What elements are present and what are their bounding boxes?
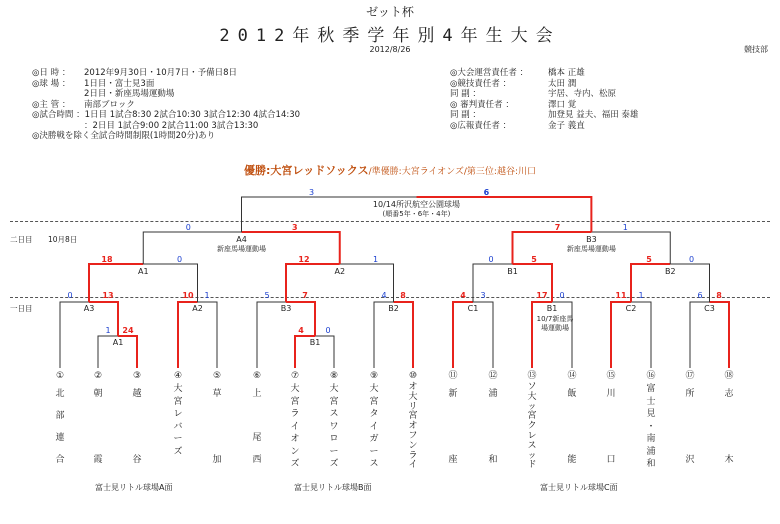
team-name-char: 大 — [369, 384, 379, 394]
team-name-char: 宮 — [290, 396, 300, 407]
info-key: ◎主 管 ： — [32, 99, 71, 110]
game-label: B2 — [388, 304, 399, 313]
game-label: C3 — [704, 304, 715, 313]
team-name-char: 浦 — [488, 389, 498, 399]
info-value: 澤口 覚 — [548, 99, 577, 110]
score: 10 — [182, 291, 194, 300]
team-name-char: 能 — [567, 455, 577, 465]
team-8 — [327, 370, 341, 471]
team-name-char: 西 — [252, 455, 262, 465]
team-number: ⑮ — [606, 371, 616, 381]
team-name-char — [486, 427, 500, 449]
bracket-line — [286, 264, 340, 302]
team-3 — [130, 370, 144, 471]
issue-date: 2012/8/26 — [369, 45, 411, 54]
team-name-char: ド — [527, 460, 537, 471]
team-number: ② — [93, 371, 103, 381]
info-key: 同 副 ： — [450, 110, 481, 120]
score: 3 — [480, 291, 486, 300]
team-number: ⑨ — [369, 371, 379, 381]
team-name-char: ス — [527, 440, 537, 451]
team-name-char: 部 — [55, 411, 65, 421]
score: 6 — [483, 188, 490, 197]
info-value: 加登見 益夫、福田 泰雄 — [548, 110, 639, 120]
team-name-char: バ — [173, 421, 183, 432]
score: 3 — [291, 223, 298, 232]
team-name-char: 川 — [606, 389, 616, 399]
game-label: B1 — [507, 267, 518, 276]
runner-up: /準優勝:大宮ライオンズ/第三位:越谷:川口 — [368, 167, 536, 177]
team-2 — [91, 370, 105, 471]
page-title: 2012年秋季学年別4年生大会 — [219, 26, 561, 46]
info-key: 同 副 ： — [450, 89, 481, 99]
team-name-char — [130, 405, 144, 427]
team-name-char: 座 — [448, 455, 458, 465]
team-name-char: ガ — [369, 434, 379, 444]
info-value: 太田 潤 — [548, 78, 577, 89]
team-name-char: ッ — [527, 450, 537, 461]
game-label: B1 — [546, 304, 558, 313]
team-name-char — [446, 405, 460, 427]
team-name-char — [130, 427, 144, 449]
score: 0 — [559, 291, 565, 300]
game-venue: 新座馬場運動場 — [566, 245, 616, 253]
bracket-line — [670, 264, 709, 302]
score: 7 — [554, 223, 561, 232]
team-name-char: 大 — [527, 391, 537, 402]
team-number: ⑫ — [488, 371, 498, 381]
score: 4 — [298, 326, 304, 335]
team-11 — [446, 370, 460, 471]
team-name-char: ー — [173, 434, 183, 444]
team-12 — [486, 370, 500, 471]
team-number: ① — [55, 371, 65, 381]
team-name-char: 大 — [290, 384, 300, 394]
info-key: ◎競技責任者 ： — [450, 78, 512, 89]
team-number: ⑧ — [329, 371, 339, 381]
game-label: A4 — [236, 235, 247, 244]
department: 競技部 — [744, 45, 768, 54]
team-name-char: レ — [527, 430, 537, 441]
team-9 — [367, 370, 381, 471]
game-label: A1 — [112, 338, 124, 347]
team-number: ⑰ — [685, 371, 695, 381]
team-name-char: 和 — [646, 459, 656, 469]
info-key: ◎日 時 ： — [32, 68, 71, 78]
team-name-char: ズ — [290, 459, 300, 469]
score: 24 — [122, 326, 134, 335]
team-name-char: レ — [173, 409, 183, 419]
team-name-char: ズ — [173, 446, 183, 457]
info-key: ◎広報責任者 ： — [450, 120, 512, 131]
info-key: ◎ 審判責任者 ： — [450, 99, 514, 110]
team-name-char: 加 — [212, 455, 222, 465]
team-name-char: ロ — [329, 434, 339, 444]
team-name-char: イ — [408, 460, 418, 471]
team-name-char — [683, 405, 697, 427]
score: 18 — [101, 255, 113, 264]
game-label: B1 — [309, 338, 321, 347]
score: 8 — [716, 291, 722, 300]
team-name-char: オ — [408, 382, 418, 392]
tier-day2: 二日目 — [10, 235, 33, 244]
team-name-char — [486, 405, 500, 427]
final-note: (順番5年・6年・4年) — [382, 210, 451, 218]
final-venue: 10/14所沢航空公園球場 — [372, 200, 460, 209]
team-name-char: 宮 — [408, 411, 418, 422]
info-value: 南部ブロック — [84, 99, 135, 110]
team-13 — [525, 370, 539, 471]
team-name-char: 合 — [55, 455, 65, 465]
team-name-char: 和 — [488, 455, 498, 465]
team-name-char: 宮 — [527, 411, 537, 422]
info-value: 2012年9月30日・10月7日・予備日8日 — [84, 68, 237, 78]
score: 8 — [400, 291, 406, 300]
score: 0 — [67, 291, 73, 300]
team-name-char: ー — [329, 446, 339, 457]
game-label: B2 — [664, 267, 676, 276]
team-number: ⑬ — [527, 371, 537, 381]
team-name-char: 上 — [252, 389, 262, 399]
team-name-char — [604, 405, 618, 427]
team-name-char — [91, 427, 105, 449]
score: 0 — [176, 255, 183, 264]
team-number: ⑥ — [252, 371, 262, 381]
team-4 — [171, 370, 185, 458]
team-name-char — [250, 405, 264, 427]
team-name-char: ク — [527, 421, 537, 432]
team-name-char: 尾 — [252, 433, 262, 443]
tier-day1: 一日目 — [10, 304, 33, 313]
team-name-char: ソ — [527, 382, 537, 392]
score: 13 — [102, 291, 114, 300]
score: 1 — [105, 326, 111, 335]
info-value: 宇居、寺内、松原 — [548, 89, 617, 99]
game-label: A3 — [83, 304, 95, 313]
game-label: A2 — [334, 267, 346, 276]
venue-c: 富士見リトル球場C面 — [540, 483, 618, 492]
score: 0 — [185, 223, 191, 232]
team-name-char — [446, 427, 460, 449]
team-number: ⑭ — [567, 371, 577, 381]
team-name-char: 大 — [329, 384, 339, 394]
score: 7 — [302, 291, 308, 300]
game-label: B3 — [280, 304, 292, 313]
score: 4 — [460, 291, 466, 300]
team-name-char: 飯 — [567, 389, 577, 399]
team-name-char: ワ — [329, 421, 339, 432]
team-name-char: オ — [290, 434, 300, 444]
team-number: ⑪ — [448, 371, 458, 381]
team-18 — [722, 370, 736, 471]
team-6 — [250, 370, 264, 471]
game-label: A2 — [192, 304, 203, 313]
score: 0 — [325, 326, 331, 335]
team-name-char: 宮 — [173, 396, 183, 407]
team-name-char: イ — [369, 421, 379, 432]
team-15 — [604, 370, 618, 471]
bracket-line — [89, 264, 143, 302]
team-number: ⑦ — [290, 371, 300, 381]
score: 1 — [638, 291, 644, 300]
team-number: ⑩ — [408, 371, 418, 381]
team-name-char: ス — [369, 459, 379, 469]
team-name-char: ッ — [527, 401, 537, 412]
game-label: B3 — [586, 235, 597, 244]
info-value: ：2日目 1試合9:00 2試合11:00 3試合13:30 — [84, 120, 259, 131]
team-14 — [565, 370, 579, 471]
team-name-char: 沢 — [685, 455, 695, 465]
score: 0 — [488, 255, 494, 264]
game-label: A1 — [137, 267, 149, 276]
team-name-char: フ — [408, 430, 418, 441]
team-name-char: ン — [408, 440, 418, 451]
team-number: ⑱ — [724, 371, 734, 381]
team-name-char: 谷 — [132, 455, 142, 465]
team-name-char: 所 — [685, 389, 695, 399]
team-name-char: 富 — [646, 384, 656, 394]
info-value: 金子 義直 — [548, 120, 585, 131]
team-name-char: 朝 — [93, 389, 103, 399]
team-name-char: リ — [408, 401, 418, 412]
team-name-char: 宮 — [329, 396, 339, 407]
team-name-char: 南 — [646, 434, 656, 444]
team-5 — [210, 370, 224, 471]
team-name-char — [210, 405, 224, 427]
info-key: ◎試合時間 ： — [32, 110, 85, 120]
team-name-char: 新 — [448, 389, 458, 399]
team-number: ④ — [173, 371, 183, 381]
score: 4 — [381, 291, 387, 300]
venue-a: 富士見リトル球場A面 — [95, 483, 173, 492]
team-name-char: タ — [369, 409, 379, 419]
game-label: C2 — [625, 304, 637, 313]
score: 11 — [615, 291, 627, 300]
team-name-char: 大 — [173, 384, 183, 394]
game-venue: 新座馬場運動場 — [217, 245, 266, 253]
team-number: ⑯ — [646, 371, 656, 381]
score: 6 — [697, 291, 703, 300]
team-7 — [288, 370, 302, 471]
team-name-char: ー — [369, 446, 379, 457]
team-name-char: オ — [408, 421, 418, 432]
team-name-char: ・ — [646, 421, 656, 432]
score: 0 — [688, 255, 695, 264]
team-name-char: ラ — [408, 450, 418, 461]
team-name-char: 木 — [724, 455, 734, 465]
team-name-char: ラ — [290, 409, 300, 419]
team-name-char — [565, 405, 579, 427]
header-top: ゼット杯 — [366, 5, 414, 19]
tier-day2-date: 10月8日 — [48, 235, 78, 244]
team-16 — [644, 370, 658, 471]
info-value: 1日目 1試合8:30 2試合10:30 3試合12:30 4試合14:30 — [84, 110, 301, 120]
team-name-char — [604, 427, 618, 449]
team-number: ⑤ — [212, 371, 222, 381]
team-name-char: ス — [329, 409, 339, 419]
score: 17 — [536, 291, 548, 300]
team-name-char: 士 — [646, 396, 656, 407]
score: 1 — [372, 255, 379, 264]
score: 5 — [531, 255, 537, 264]
team-name-char: 志 — [724, 389, 734, 399]
team-name-char — [565, 427, 579, 449]
score: 1 — [204, 291, 210, 300]
team-number: ③ — [132, 371, 142, 381]
team-name-char: 見 — [646, 409, 656, 419]
game-label: C1 — [467, 304, 479, 313]
game-note: 10/7新座馬場運動場 — [536, 315, 574, 332]
team-name-char: 大 — [408, 391, 418, 402]
team-name-char: ズ — [329, 459, 339, 469]
venue-b: 富士見リトル球場B面 — [294, 483, 372, 492]
score: 5 — [646, 255, 652, 264]
team-name-char — [722, 427, 736, 449]
team-name-char — [91, 405, 105, 427]
info-key: ◎決勝戦を除く全試合時間制限(1時間20分)あり — [32, 131, 216, 141]
score: 12 — [298, 255, 310, 264]
team-name-char: 口 — [606, 455, 616, 465]
team-10 — [406, 370, 420, 471]
info-key: ◎大会運営責任者 ： — [450, 68, 529, 78]
team-17 — [683, 370, 697, 471]
team-name-char: 草 — [212, 389, 222, 399]
team-name-char — [683, 427, 697, 449]
score: 1 — [622, 223, 628, 232]
winner: 優勝:大宮レッドソックス — [244, 164, 369, 177]
info-key: ◎球 場 ： — [32, 78, 71, 89]
team-name-char: 連 — [55, 433, 65, 443]
team-1 — [53, 370, 67, 471]
team-name-char — [210, 427, 224, 449]
team-name-char: 宮 — [369, 396, 379, 407]
score: 3 — [308, 188, 315, 197]
info-value: 2日目・新座馬場運動場 — [84, 89, 175, 99]
team-name-char: 越 — [132, 389, 142, 399]
info-value: 1日目・富士見3面 — [84, 78, 155, 89]
team-name-char: 北 — [55, 389, 65, 399]
team-name-char — [722, 405, 736, 427]
info-value: 橋本 正雄 — [548, 68, 585, 78]
team-name-char: ン — [290, 446, 300, 457]
score: 5 — [264, 291, 270, 300]
team-name-char: イ — [290, 421, 300, 432]
team-name-char: 浦 — [646, 446, 656, 457]
team-name-char: 霞 — [93, 455, 103, 465]
